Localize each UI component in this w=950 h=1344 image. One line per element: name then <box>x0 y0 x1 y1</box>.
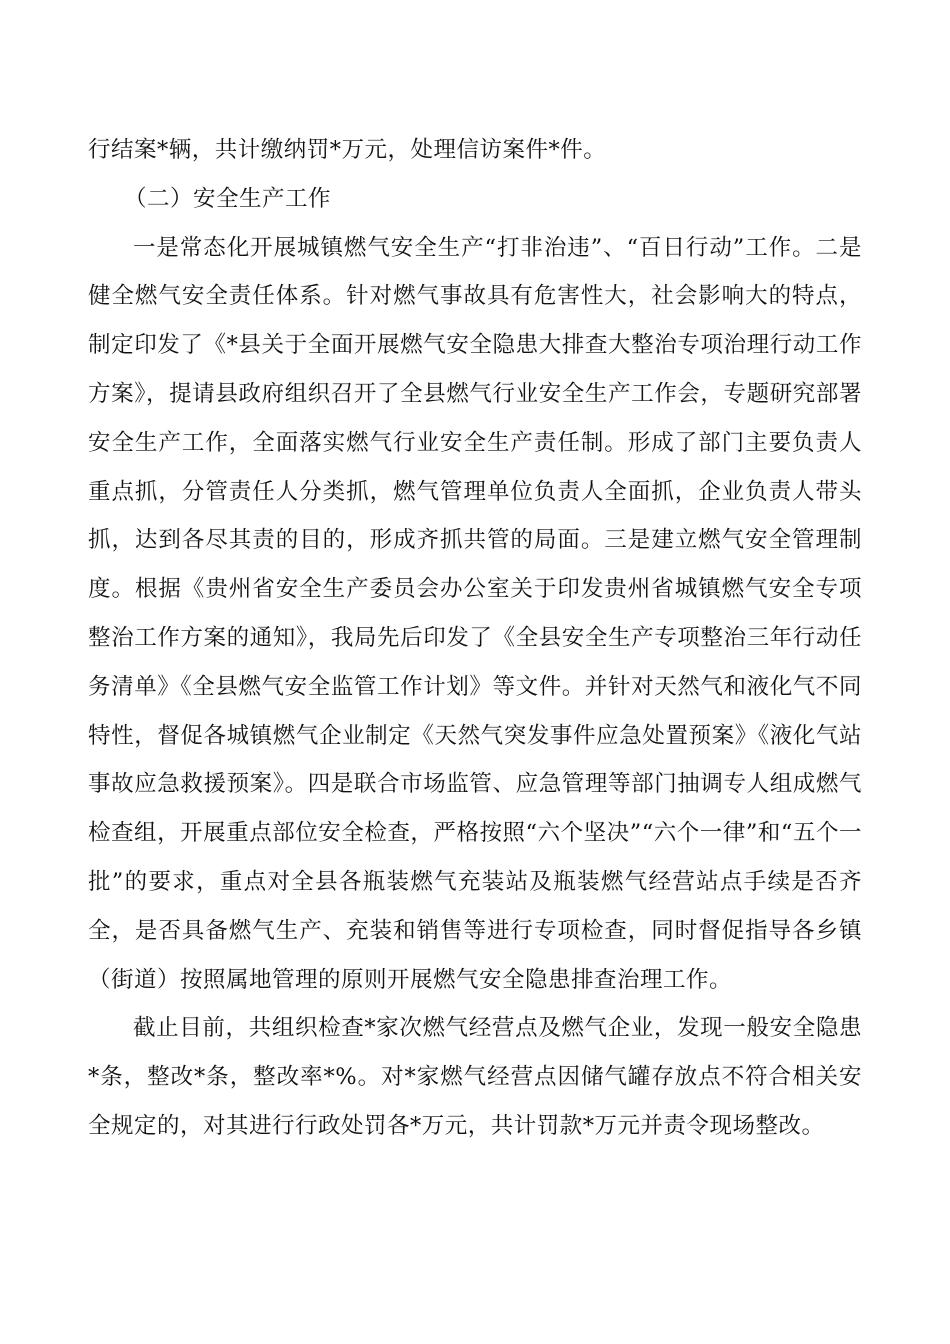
document-body <box>88 126 862 1151</box>
section-heading: （二）安全生产工作 <box>124 185 332 212</box>
body-paragraph-1: 一是常态化开展城镇燃气安全生产“打非治违”、“百日行动”工作。二是健全燃气安全责任体系。针对燃气事故具有危害性大，社会影响大的特点，制定印发了《*县关于全面开展燃气安全隐患大排查大整治专项治理行动工作方案》，提请县政府组织召开了全县燃气行业安全生产工作会，专题研究部署安全生产工作，全面落实燃气行业安全生产责任制。形成了部门主要负责人重点抓，分管责任人分类抓，燃气管理单位负责人全面抓，企业负责人带头抓，达到各尽其责的目的，形成齐抓共管的局面。三是建立燃气安全管理制度。根据《贵州省安全生产委员会办公室关于印发贵州省城镇燃气安全专项整治工作方案的通知》，我局先后印发了《全县安全生产专项整治三年行动任务清单》《全县燃气安全监管工作计划》等文件。并针对天然气和液化气不同特性，督促各城镇燃气企业制定《天然气突发事件应急处置预案》《液化气站事故应急救援预案》。四是联合市场监管、应急管理等部门抽调专人组成燃气检查组，开展重点部位安全检查，严格按照“六个坚决”“六个一律”和“五个一批”的要求，重点对全县各瓶装燃气充装站及瓶装燃气经营站点手续是否齐全，是否具备燃气生产、充装和销售等进行专项检查，同时督促指导各乡镇（街道）按照属地管理的原则开展燃气安全隐患排查治理工作。 <box>88 234 862 993</box>
body-paragraph-2: 截止目前，共组织检查*家次燃气经营点及燃气企业，发现一般安全隐患*条，整改*条，整改率*%。对*家燃气经营点因储气罐存放点不符合相关安全规定的，对其进行行政处罚各*万元，共计罚款*万元并责令现场整改。 <box>88 1015 862 1139</box>
continued-paragraph: 行结案*辆，共计缴纳罚*万元，处理信访案件*件。 <box>88 137 607 163</box>
